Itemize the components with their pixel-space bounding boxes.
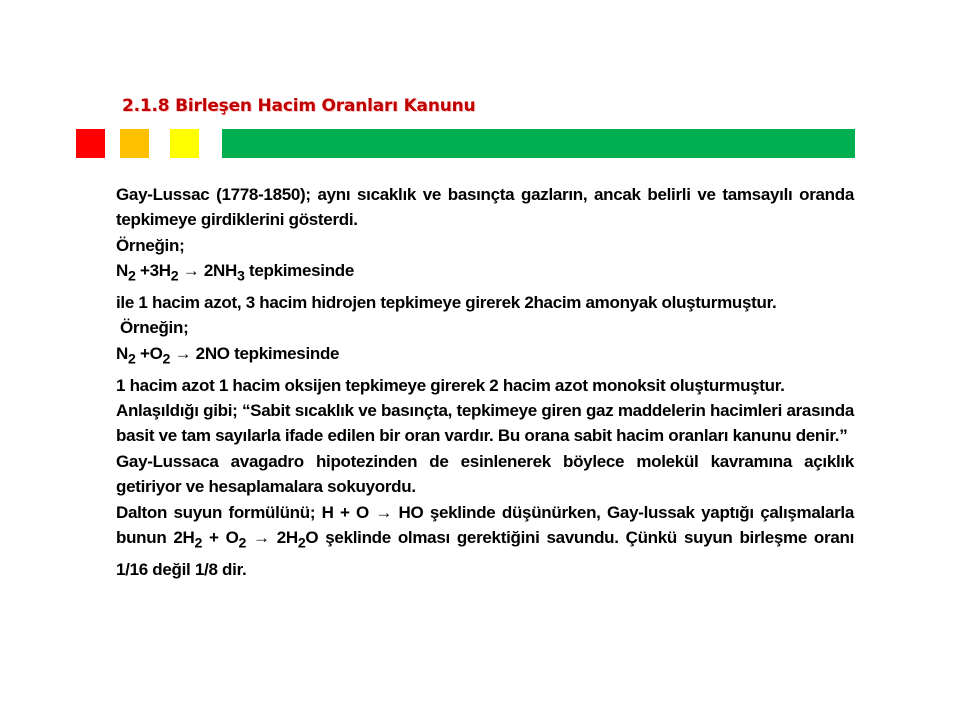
- example-heading-2: Örneğin;: [120, 318, 189, 338]
- equation-ammonia: $N_2 +3H_2 \to 2NH_3$ tepkimesinde: [116, 261, 355, 285]
- decor-square-yellow: [170, 129, 199, 158]
- decor-square-orange: [120, 129, 149, 158]
- equation-no: $N_2 +O_2 \to 2NO$ tepkimesinde: [116, 343, 340, 368]
- decor-green-bar: [222, 129, 855, 158]
- paragraph-no: 1 hacim azot 1 hacim oksijen tepkimeye girerek 2 hacim azot monoksit oluşturmuştur.: [116, 375, 785, 395]
- paragraph-gay-lussac: Gay-Lussac (1778-1850); aynı sıcaklık ve basınçta gazların, ancak belirli ve tamsayılı oranda tepkimeye girdiklerini gösterdi.: [116, 185, 854, 230]
- paragraph-ammonia: ile 1 hacim azot, 3 hacim hidrojen tepkimeye girerek 2hacim amonyak oluşturmuştur.: [116, 293, 777, 313]
- decor-square-red: [76, 129, 105, 158]
- example-heading-1: Örneğin;: [116, 235, 185, 255]
- slide-title: 2.1.8 Birleşen Hacim Oranları Kanunu: [122, 96, 476, 116]
- paragraph-avogadro: Gay-Lussaca avagadro hipotezinden de esinlenerek böylece molekül kavramına açıklık getiriyor ve hesaplamalara sokuyordu.: [116, 451, 854, 497]
- slide-body: [116, 182, 854, 582]
- paragraph-law: Anlaşıldığı gibi; “Sabit sıcaklık ve basınçta, tepkimeye giren gaz maddelerin hacimleri arasında basit ve tam sayılarla ifade edilen bir oran vardır. Bu orana sabit hacim oranları kanunu denir.”: [116, 401, 854, 446]
- paragraph-dalton: Dalton suyun formülünü; H + O → HO şeklinde düşünürken, Gay-lussak yaptığı çalışmalarla bunun $2H_2 + O_2 \to 2H_2O$ şeklinde olması gerektiğini savundu. Çünkü suyun birleşme oranı 1/16 değil 1/8 dir.: [116, 502, 854, 579]
